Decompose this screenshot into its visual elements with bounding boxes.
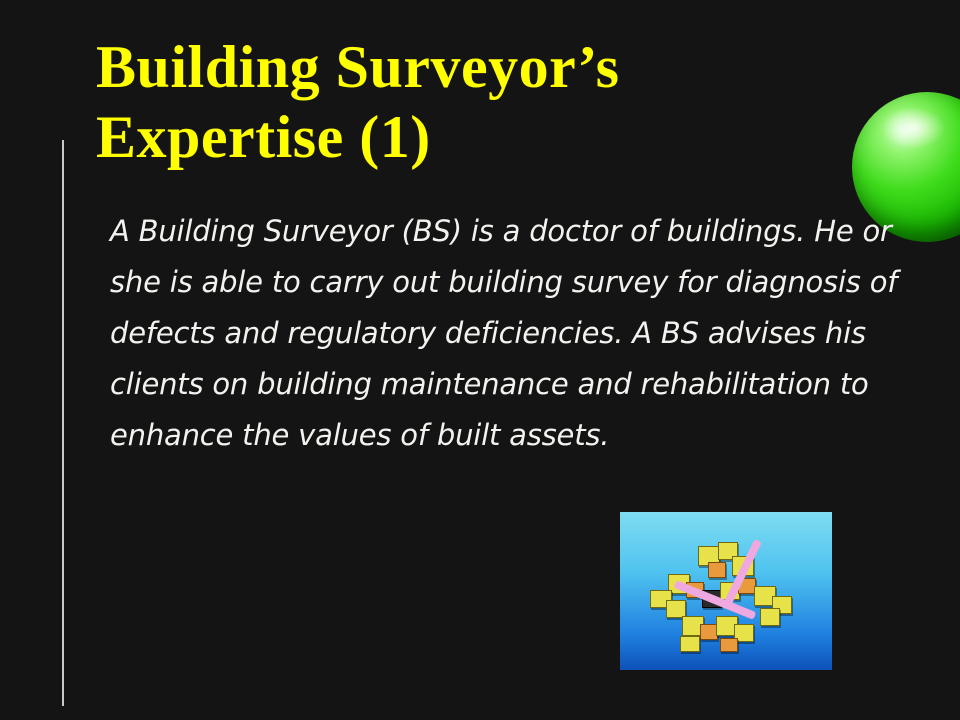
block-cluster [620, 512, 832, 670]
body-paragraph: A Building Surveyor (BS) is a doctor of buildings. He or she is able to carry out building survey for diagnosis of defects and regulatory deficiencies. A BS advises his clients on building maintenance and rehabilitation to enhance the values of built assets. [110, 214, 898, 452]
page-title: Building Surveyor’s Expertise (1) [96, 34, 620, 171]
vertical-divider [62, 140, 64, 706]
building-model-image [620, 512, 832, 670]
